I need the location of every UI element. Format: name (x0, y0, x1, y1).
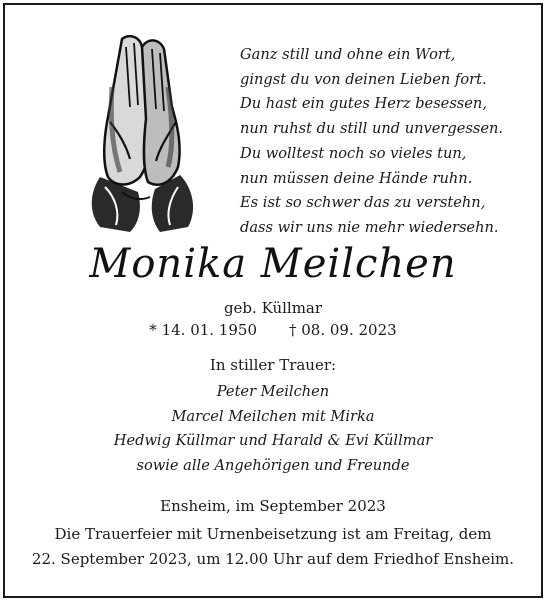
poem-line: dass wir uns nie mehr wiedersehn. (240, 218, 499, 236)
birth-date: * 14. 01. 1950 (149, 321, 257, 339)
place-date: Ensheim, im September 2023 (160, 497, 386, 515)
poem (240, 43, 540, 241)
obituary-frame (3, 3, 543, 598)
maiden-name: geb. Küllmar (223, 299, 323, 317)
poem-line: nun ruhst du still und unvergessen. (240, 120, 504, 138)
deceased-name: Monika Meilchen (89, 241, 457, 287)
poem-line: Es ist so schwer das zu verstehn, (240, 194, 486, 212)
mourning-heading: In stiller Trauer: (209, 356, 337, 374)
death-date: † 08. 09. 2023 (289, 321, 397, 339)
poem-line: Du wolltest noch so vieles tun, (240, 144, 467, 162)
poem-line: Ganz still und ohne ein Wort, (240, 46, 456, 63)
mourner-line: Hedwig Küllmar und Harald & Evi Küllmar (113, 432, 433, 449)
poem-line: nun müssen deine Hände ruhn. (240, 169, 473, 187)
life-dates (5, 321, 541, 339)
poem-line: gingst du von deinen Lieben fort. (240, 70, 487, 88)
mourner-line: sowie alle Angehörigen und Freunde (136, 456, 410, 474)
funeral-notice-line: 22. September 2023, um 12.00 Uhr auf dem Friedhof Ensheim. (31, 550, 515, 568)
mourners-list (5, 380, 541, 478)
mourner-line: Peter Meilchen (216, 383, 330, 400)
funeral-notice-line: Die Trauerfeier mit Urnenbeisetzung ist am Freitag, dem (54, 525, 492, 543)
mourner-line: Marcel Meilchen mit Mirka (171, 407, 375, 425)
funeral-notice (5, 522, 541, 572)
praying-hands-icon (60, 27, 220, 232)
poem-line: Du hast ein gutes Herz besessen, (240, 95, 487, 113)
